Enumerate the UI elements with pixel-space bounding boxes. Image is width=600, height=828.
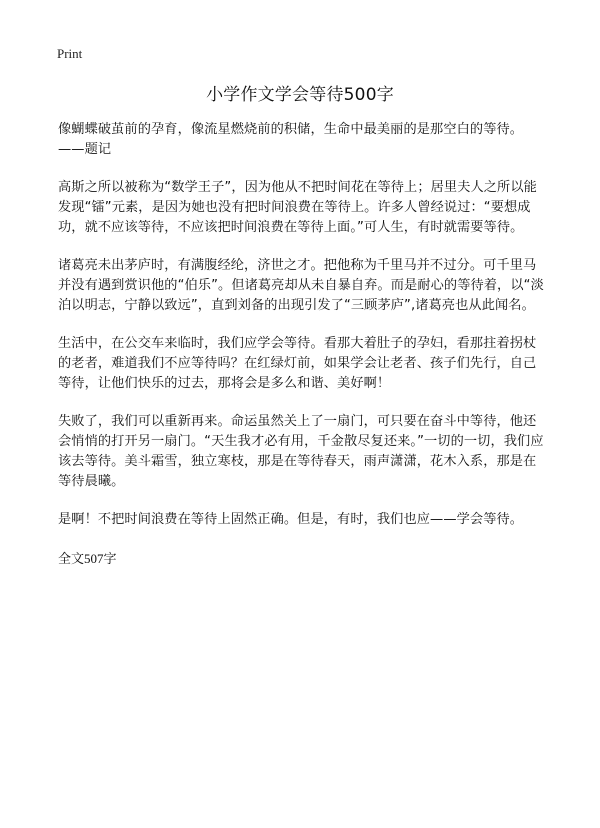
print-link[interactable]: Print — [57, 46, 83, 61]
article-title: 小学作文学会等待500字 — [206, 85, 394, 105]
paragraph-conclusion: 是啊！不把时间浪费在等待上固然正确。但是，有时，我们也应——学会等待。 — [58, 512, 524, 527]
word-count: 全文507字 — [58, 551, 117, 566]
paragraph-epigraph: 像蝴蝶破茧前的孕育，像流星燃烧前的积储，生命中最美丽的是那空白的等待。——题记 — [58, 122, 524, 157]
paragraph-zhuge-liang: 诸葛亮未出茅庐时，有满腹经纶，济世之才。把他称为千里马并不过分。可千里马并没有遇到赏识他的“伯乐”。但诸葛亮却从未自暴自弃。而是耐心的等待着，以“淡泊以明志，宁静以致远”，直到刘备的出现引发了“三顾茅庐”,诸葛亮也从此闻名。 — [58, 258, 544, 313]
paragraph-gauss-curie: 高斯之所以被称为“数学王子”，因为他从不把时间花在等待上；居里夫人之所以能发现“镭”元素，是因为她也没有把时间浪费在等待上。许多人曾经说过：“要想成功，就不应该等待，不应该把时间浪费在等待上面。”可人生，有时就需要等待。 — [58, 180, 537, 235]
article-body — [58, 120, 544, 567]
paragraph-daily-life: 生活中，在公交车来临时，我们应学会等待。看那大着肚子的孕妇，看那拄着拐杖的老者，难道我们不应等待吗？在红绿灯前，如果学会让老者、孩子们先行，自己等待，让他们快乐的过去，那将会是多么和谐、美好啊！ — [58, 336, 537, 391]
paragraph-failure: 失败了，我们可以重新再来。命运虽然关上了一扇门，可只要在奋斗中等待，他还会悄悄的打开另一扇门。“天生我才必有用，千金散尽复还来。”一切的一切，我们应该去等待。美斗霜雪，独立寒枝，那是在等待春天，雨声潇潇，花木入系，那是在等待晨曦。 — [58, 414, 544, 489]
